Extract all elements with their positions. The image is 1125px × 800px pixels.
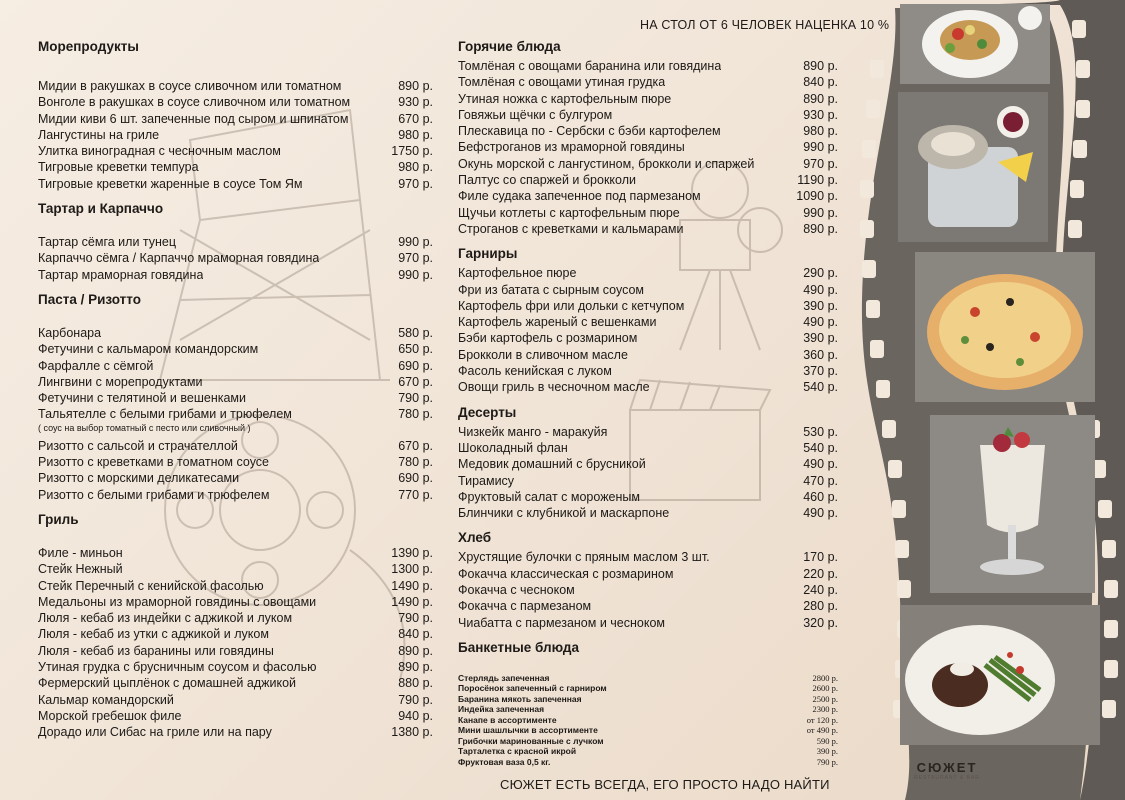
menu-item: Фруктовый салат с мороженым 460 р. (458, 489, 838, 504)
menu-item: Стерлядь запеченная 2800 р. (458, 672, 838, 683)
menu-item: Тигровые креветки жаренные в соусе Том Ям 970 р. (38, 176, 433, 191)
menu-item: Дорадо или Сибас на гриле или на пару 1380 р. (38, 725, 433, 740)
menu-item: Люля - кебаб из баранины или говядины 890 р. (38, 643, 433, 658)
menu-item: Баранина мякоть запеченная 2500 р. (458, 693, 838, 704)
menu-item: Утиная грудка с брусничным соусом и фасолью 890 р. (38, 660, 433, 675)
section-title-sides: Гарниры (458, 246, 518, 262)
menu-item: Ризотто с морскими деликатесами 690 р. (38, 471, 433, 486)
menu-item: Фокачча с пармезаном 280 р. (458, 599, 838, 614)
menu-item: Фруктовая ваза 0,5 кг. 790 р. (458, 756, 838, 767)
menu-item: Люля - кебаб из утки с аджикой и луком 840 р. (38, 627, 433, 642)
menu-item: Тигровые креветки темпура 980 р. (38, 160, 433, 175)
sauce-choice-note: ( соус на выбор томатный с песто или сливочный ) (38, 422, 251, 433)
menu-item: Стейк Нежный 1300 р. (38, 562, 433, 577)
menu-item: Ризотто с белыми грибами и трюфелем 770 р. (38, 487, 433, 502)
menu-item: Говяжьи щёчки с булгуром 930 р. (458, 107, 838, 122)
menu-item: Бэби картофель с розмарином 390 р. (458, 331, 838, 346)
menu-item: Брокколи в сливочном масле 360 р. (458, 347, 838, 362)
pizza-photo (915, 252, 1095, 402)
menu-item: Морской гребешок филе 940 р. (38, 708, 433, 723)
menu-item: Фасоль кенийская с луком 370 р. (458, 364, 838, 379)
menu-item: Медальоны из мраморной говядины с овощами 1490 р. (38, 594, 433, 609)
menu-item: Картофельное пюре 290 р. (458, 266, 838, 281)
menu-item: Фокачча с чесноком 240 р. (458, 583, 838, 598)
menu-item: Медовик домашний с брусникой 490 р. (458, 457, 838, 472)
menu-item: Фокачча классическая с розмарином 220 р. (458, 566, 838, 581)
menu-item: Строганов с креветками и кальмарами 890 р. (458, 221, 838, 236)
menu-item: Ризотто с креветками в томатном соусе 780 р. (38, 455, 433, 470)
menu-item: Картофель фри или дольки с кетчупом 390 р. (458, 298, 838, 313)
menu-item: Ризотто с сальсой и страчателлой 670 р. (38, 438, 433, 453)
menu-item: Фермерский цыплёнок с домашней аджикой 880 р. (38, 676, 433, 691)
menu-item: Стейк Перечный с кенийской фасолью 1490 р. (38, 578, 433, 593)
menu-item: Вонголе в ракушках в соусе сливочном или томатном 930 р. (38, 95, 433, 110)
menu-item: Тартар мраморная говядина 990 р. (38, 267, 433, 282)
menu-item: Филе - миньон 1390 р. (38, 545, 433, 560)
steak-photo (900, 605, 1100, 745)
section-title-pasta: Паста / Ризотто (38, 291, 141, 307)
menu-item: Фетучини с кальмаром командорским 650 р. (38, 342, 433, 357)
menu-item: Улитка виноградная с чесночным маслом 1750 р. (38, 144, 433, 159)
menu-item: Фарфалле с сёмгой 690 р. (38, 358, 433, 373)
menu-item: Щучьи котлеты с картофельным пюре 990 р. (458, 205, 838, 220)
menu-item: Томлёная с овощами утиная грудка 840 р. (458, 75, 838, 90)
menu-item: Шоколадный флан 540 р. (458, 440, 838, 455)
menu-item: Тирамису 470 р. (458, 473, 838, 488)
menu-item: Плескавица по - Сербски с бэби картофелем 980 р. (458, 124, 838, 139)
menu-item: Хрустящие булочки с пряным маслом 3 шт. 170 р. (458, 550, 838, 565)
menu-item: Мидии киви 6 шт. запеченные под сыром и шпинатом 670 р. (38, 111, 433, 126)
section-title-grill: Гриль (38, 511, 79, 527)
seafood-list (38, 78, 433, 192)
menu-item: Канапе в ассортименте от 120 р. (458, 714, 838, 725)
menu-item: Карбонара 580 р. (38, 325, 433, 340)
table-surcharge-note: НА СТОЛ ОТ 6 ЧЕЛОВЕК НАЦЕНКА 10 % (640, 18, 890, 32)
salad-photo (900, 4, 1050, 84)
section-title-desserts: Десерты (458, 404, 517, 420)
menu-item: Индейка запеченная 2300 р. (458, 704, 838, 715)
left-menu-column (38, 36, 433, 741)
menu-item: Картофель жареный с вешенками 490 р. (458, 315, 838, 330)
menu-item: Блинчики с клубникой и маскарпоне 490 р. (458, 506, 838, 521)
banquet-list (458, 673, 838, 768)
menu-item: Томлёная с овощами баранина или говядина 890 р. (458, 59, 838, 73)
section-title-banquet: Банкетные блюда (458, 639, 580, 655)
menu-item: Утиная ножка с картофельным пюре 890 р. (458, 91, 838, 106)
menu-item: Палтус со спаржей и брокколи 1190 р. (458, 173, 838, 188)
menu-item: Тальятелле с белыми грибами и трюфелем 780 р. (38, 407, 433, 422)
menu-item: Кальмар командорский 790 р. (38, 692, 433, 707)
section-title-hot-dishes: Горячие блюда (458, 39, 561, 54)
oysters-photo (898, 92, 1048, 242)
menu-item: Поросёнок запеченный с гарниром 2600 р. (458, 683, 838, 694)
menu-item: Окунь морской с лангустином, брокколи и спаржей 970 р. (458, 156, 838, 171)
menu-item: Фри из батата с сырным соусом 490 р. (458, 282, 838, 297)
middle-menu-column (458, 36, 838, 767)
menu-item: Бефстроганов из мраморной говядины 990 р. (458, 140, 838, 155)
footer-slogan: СЮЖЕТ ЕСТЬ ВСЕГДА, ЕГО ПРОСТО НАДО НАЙТИ (500, 777, 830, 792)
menu-item: Карпаччо сёмга / Карпаччо мраморная говядина 970 р. (38, 251, 433, 266)
section-title-seafood: Морепродукты (38, 39, 139, 54)
menu-item: Лингвини с морепродуктами 670 р. (38, 374, 433, 389)
menu-item: Мини шашлычки в ассортименте от 490 р. (458, 725, 838, 736)
menu-item: Тарталетка с красной икрой 390 р. (458, 746, 838, 757)
menu-item: Грибочки маринованные с лучком 590 р. (458, 735, 838, 746)
section-title-tartare: Тартар и Карпаччо (38, 201, 164, 217)
menu-item: Чиабатта с пармезаном и чесноком 320 р. (458, 615, 838, 630)
menu-item: Лангустины на гриле 980 р. (38, 127, 433, 142)
section-title-bread: Хлеб (458, 530, 492, 546)
menu-item: Тартар сёмга или тунец 990 р. (38, 235, 433, 250)
restaurant-logo (912, 760, 982, 792)
menu-item: Мидии в ракушках в соусе сливочном или томатном 890 р. (38, 79, 433, 93)
menu-item: Люля - кебаб из индейки с аджикой и луком 790 р. (38, 611, 433, 626)
logo-subtitle: RESTAURANT & BAR (914, 775, 980, 781)
dessert-photo (930, 415, 1095, 593)
menu-item: Фетучини с телятиной и вешенками 790 р. (38, 391, 433, 406)
logo-wordmark: СЮЖЕТ (916, 760, 978, 775)
menu-item: Овощи гриль в чесночном масле 540 р. (458, 380, 838, 395)
menu-item: Чизкейк манго - маракуйя 530 р. (458, 424, 838, 439)
menu-item: Филе судака запеченное под пармезаном 1090 р. (458, 189, 838, 204)
